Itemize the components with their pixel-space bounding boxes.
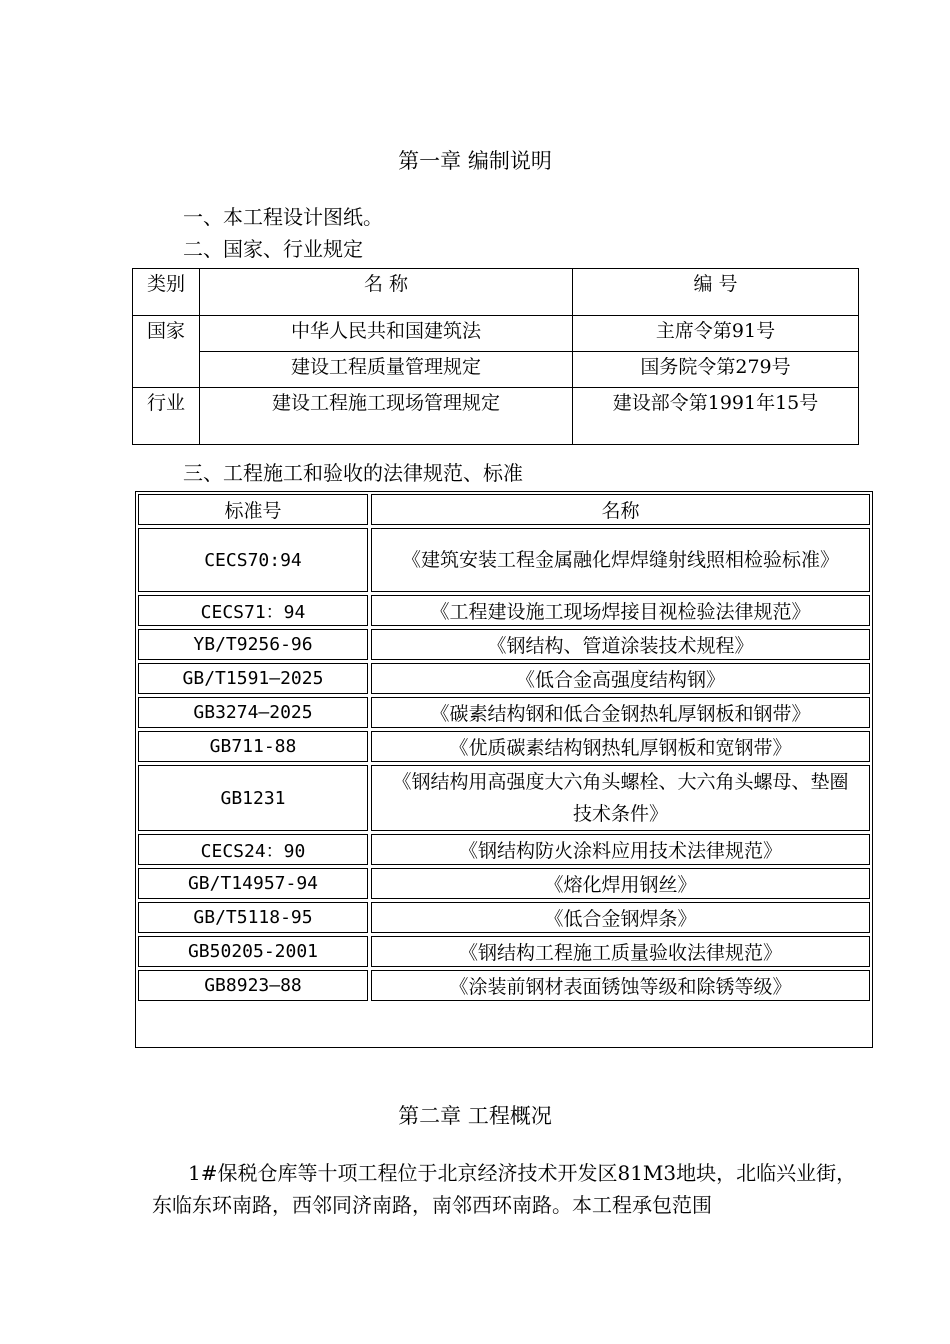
section1-heading: 一、本工程设计图纸。 — [183, 205, 383, 229]
table2-cell-code: GB/T14957-94 — [138, 868, 368, 899]
chapter1-title: 第一章 编制说明 — [398, 149, 552, 173]
table1-cell-code: 建设部令第1991年15号 — [573, 388, 859, 445]
table2-cell-name: 《碳素结构钢和低合金钢热轧厚钢板和钢带》 — [371, 697, 870, 728]
table2-header-name: 名称 — [371, 494, 870, 525]
table1-cell-name: 建设工程质量管理规定 — [200, 352, 573, 388]
table1-cell-category: 行业 — [133, 388, 200, 445]
table2-cell-code: GB3274—2025 — [138, 697, 368, 728]
project-overview-paragraph: 1#保税仓库等十项工程位于北京经济技术开发区81M3地块，北临兴业街，东临东环南路，西邻同济南路，南邻西环南路。本工程承包范围 — [152, 1161, 857, 1217]
section3-heading: 三、工程施工和验收的法律规范、标准 — [183, 461, 523, 485]
table2-cell-name: 《钢结构工程施工质量验收法律规范》 — [371, 936, 870, 967]
table1-header-code: 编 号 — [573, 269, 859, 316]
table2-header-code: 标准号 — [138, 494, 368, 525]
table2-cell-name: 《钢结构防火涂料应用技术法律规范》 — [371, 834, 870, 865]
table1-header-category: 类别 — [133, 269, 200, 316]
chapter2-title: 第二章 工程概况 — [398, 1104, 552, 1128]
table1-cell-name: 建设工程施工现场管理规定 — [200, 388, 573, 445]
standards-table — [135, 491, 873, 1004]
table2-cell-name: 《熔化焊用钢丝》 — [371, 868, 870, 899]
table2-cell-code: CECS24：90 — [138, 834, 368, 865]
table2-cell-name: 《涂装前钢材表面锈蚀等级和除锈等级》 — [371, 970, 870, 1001]
table1-cell-code: 国务院令第279号 — [573, 352, 859, 388]
table1-header-name: 名 称 — [200, 269, 573, 316]
table2-cell-name: 《优质碳素结构钢热轧厚钢板和宽钢带》 — [371, 731, 870, 762]
table1-cell-code: 主席令第91号 — [573, 316, 859, 352]
table2-cell-code: GB50205-2001 — [138, 936, 368, 967]
table2-cell-name: 《低合金钢焊条》 — [371, 902, 870, 933]
table2-cell-code: YB/T9256-96 — [138, 629, 368, 660]
table2-cell-name: 《钢结构用高强度大六角头螺栓、大六角头螺母、垫圈技术条件》 — [371, 765, 870, 831]
standards-table-frame — [135, 491, 873, 1048]
table2-cell-code: GB711-88 — [138, 731, 368, 762]
regulations-table — [132, 268, 859, 445]
table2-cell-name: 《建筑安装工程金属融化焊焊缝射线照相检验标准》 — [371, 528, 870, 592]
table2-cell-name: 《工程建设施工现场焊接目视检验法律规范》 — [371, 595, 870, 626]
table2-cell-code: GB1231 — [138, 765, 368, 831]
table2-cell-code: GB8923—88 — [138, 970, 368, 1001]
section2-heading: 二、国家、行业规定 — [183, 237, 363, 261]
table2-cell-name: 《低合金高强度结构钢》 — [371, 663, 870, 694]
table2-cell-code: GB/T1591—2025 — [138, 663, 368, 694]
table2-cell-code: GB/T5118-95 — [138, 902, 368, 933]
table2-cell-code: CECS70:94 — [138, 528, 368, 592]
table2-cell-code: CECS71：94 — [138, 595, 368, 626]
table1-cell-category: 国家 — [133, 316, 200, 388]
table1-cell-name: 中华人民共和国建筑法 — [200, 316, 573, 352]
table2-cell-name: 《钢结构、管道涂装技术规程》 — [371, 629, 870, 660]
